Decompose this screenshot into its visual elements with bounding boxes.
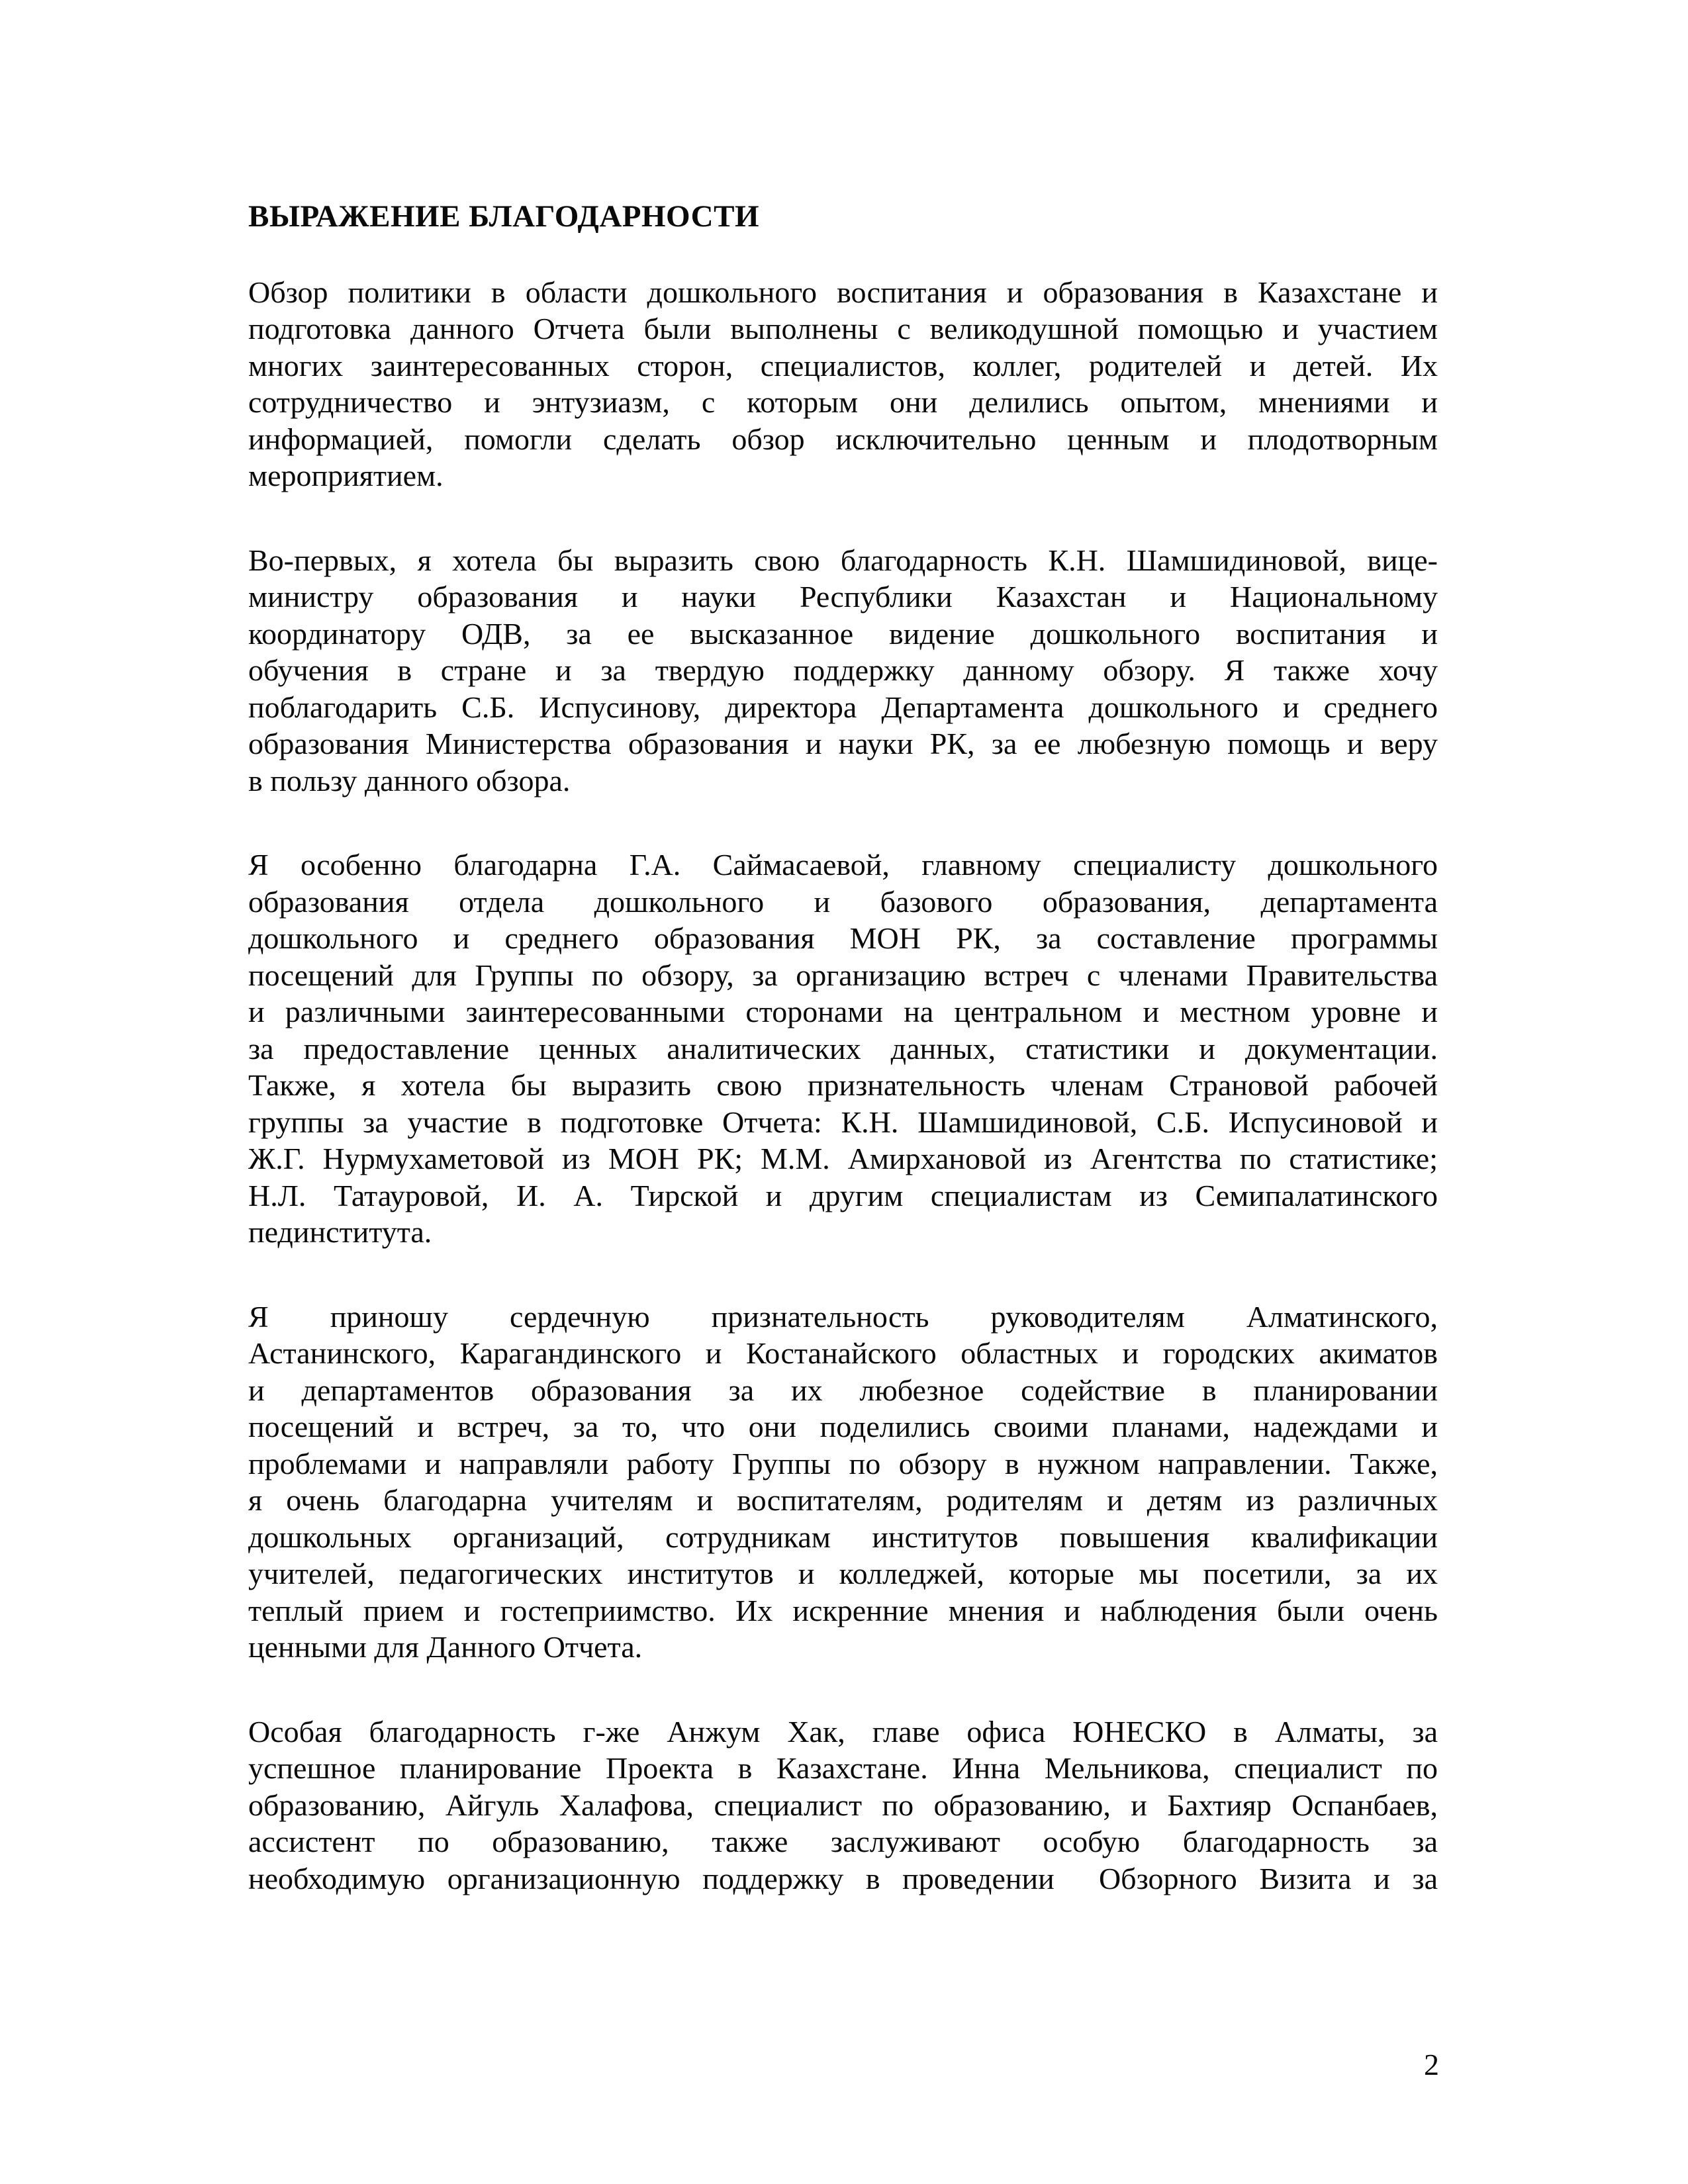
text-line: поблагодарить С.Б. Испусинову, директора Департамента дошкольного и среднего (248, 690, 1438, 724)
text-line: Астанинского, Карагандинского и Костанайского областных и городских акиматов (248, 1336, 1438, 1370)
text-line: в пользу данного обзора. (248, 763, 571, 797)
text-line: группы за участие в подготовке Отчета: К.Н. Шамшидиновой, С.Б. Испусиновой и (248, 1105, 1438, 1139)
paragraph (248, 542, 1438, 799)
text-line: многих заинтересованных сторон, специалистов, коллег, родителей и детей. Их (248, 348, 1438, 383)
text-line: Ж.Г. Нурмухаметовой из МОН РК; М.М. Амирхановой из Агентства по статистике; (248, 1142, 1438, 1175)
paragraph (248, 1713, 1438, 1897)
text-line: обучения в стране и за твердую поддержку данному обзору. Я также хочу (248, 653, 1438, 687)
document-body (248, 199, 1438, 1897)
text-line: дошкольного и среднего образования МОН РК, за составление программы (248, 921, 1438, 955)
text-line: образования Министерства образования и науки РК, за ее любезную помощь и веру (248, 727, 1438, 760)
document-title: ВЫРАЖЕНИЕ БЛАГОДАРНОСТИ (248, 199, 760, 234)
text-line: теплый прием и гостеприимство. Их искренние мнения и наблюдения были очень (248, 1593, 1438, 1627)
page-number: 2 (1424, 2048, 1439, 2081)
text-line: и различными заинтересованными сторонами на центральном и местном уровне и (248, 995, 1438, 1028)
text-line: посещений для Группы по обзору, за организацию встреч с членами Правительства (248, 958, 1438, 992)
text-line: координатору ОДВ, за ее высказанное видение дошкольного воспитания и (248, 616, 1438, 651)
text-line: министру образования и науки Республики Казахстан и Национальному (248, 580, 1438, 614)
text-line: и департаментов образования за их любезное содействие в планировании (248, 1373, 1438, 1407)
text-line: Н.Л. Татауровой, И. А. Тирской и другим специалистам из Семипалатинского (248, 1178, 1438, 1212)
text-line: проблемами и направляли работу Группы по обзору в нужном направлении. Также, (248, 1446, 1438, 1480)
text-line: необходимую организационную поддержку в проведении Обзорного Визита и за (248, 1861, 1438, 1895)
text-line: посещений и встреч, за то, что они поделились своими планами, надеждами и (248, 1410, 1438, 1443)
text-line: информацией, помогли сделать обзор исключительно ценным и плодотворным (248, 422, 1438, 456)
text-line: Также, я хотела бы выразить свою признательность членам Страновой рабочей (248, 1068, 1438, 1102)
text-line: Во-первых, я хотела бы выразить свою благодарность К.Н. Шамшидиновой, вице- (248, 543, 1438, 577)
text-line: я очень благодарна учителям и воспитателям, родителям и детям из различных (248, 1483, 1438, 1517)
text-line: ассистент по образованию, также заслуживают особую благодарность за (248, 1825, 1438, 1858)
text-line: учителей, педагогических институтов и колледжей, которые мы посетили, за их (248, 1557, 1438, 1590)
text-line: дошкольных организаций, сотрудникам институтов повышения квалификации (248, 1520, 1438, 1554)
text-line: за предоставление ценных аналитических данных, статистики и документации. (248, 1031, 1438, 1066)
text-line: успешное планирование Проекта в Казахстане. Инна Мельникова, специалист по (248, 1751, 1438, 1785)
text-line: подготовка данного Отчета были выполнены с великодушной помощью и участием (248, 312, 1438, 345)
text-line: пединститута. (248, 1215, 432, 1249)
paragraphs-container (248, 274, 1438, 1897)
text-line: Я приношу сердечную признательность руководителям Алматинского, (248, 1299, 1438, 1334)
text-line: образования отдела дошкольного и базового образования, департамента (248, 884, 1438, 919)
text-line: ценными для Данного Отчета. (248, 1630, 643, 1664)
paragraph (248, 846, 1438, 1251)
text-line: Обзор политики в области дошкольного воспитания и образования в Казахстане и (248, 275, 1438, 309)
text-line: мероприятием. (248, 459, 444, 492)
text-line: образованию, Айгуль Халафова, специалист по образованию, и Бахтияр Оспанбаев, (248, 1788, 1438, 1822)
text-line: Особая благодарность г-же Анжум Хак, главе офиса ЮНЕСКО в Алматы, за (248, 1714, 1438, 1749)
text-line: сотрудничество и энтузиазм, с которым они делились опытом, мнениями и (248, 385, 1438, 419)
paragraph (248, 1298, 1438, 1666)
paragraph (248, 274, 1438, 494)
text-line: Я особенно благодарна Г.А. Саймасаевой, главному специалисту дошкольного (248, 848, 1438, 882)
